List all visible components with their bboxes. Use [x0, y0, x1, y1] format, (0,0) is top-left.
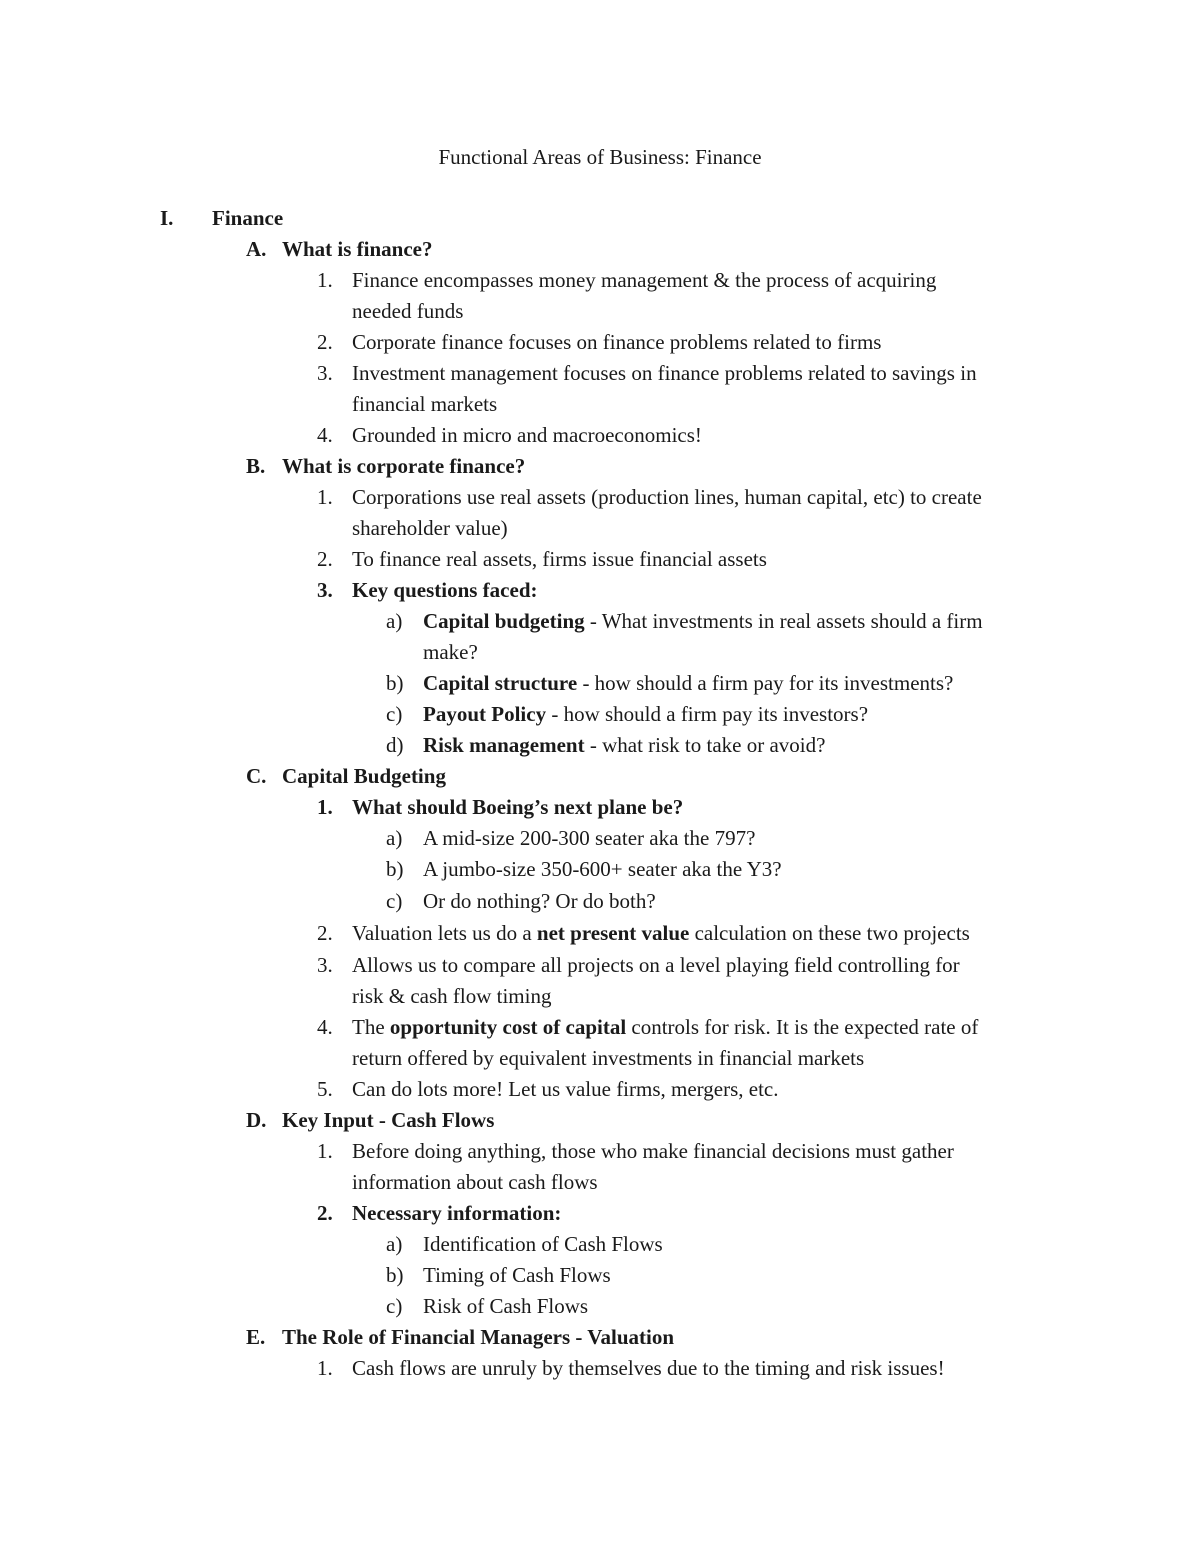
list-item-text: controls for risk. It is the expected rate of — [626, 1015, 979, 1039]
sublist-marker: c) — [386, 702, 403, 726]
list-item-text: Can do lots more! Let us value firms, mergers, etc. — [352, 1077, 779, 1101]
list-item-text: Before doing anything, those who make financial decisions must gather — [352, 1139, 954, 1163]
list-marker: 2. — [317, 921, 333, 945]
list-item-text: The — [352, 1015, 390, 1039]
sublist-marker: d) — [386, 733, 404, 757]
term-capital-structure: Capital structure — [423, 671, 578, 695]
sublist-item — [423, 730, 825, 761]
list-marker: 4. — [317, 1015, 333, 1039]
list-item-text: Corporations use real assets (production lines, human capital, etc) to create — [352, 485, 982, 509]
sublist-item-text: Timing of Cash Flows — [423, 1263, 611, 1287]
sublist-marker: a) — [386, 826, 403, 850]
list-marker: 3. — [317, 953, 333, 977]
list-item-text-continued: financial markets — [352, 392, 498, 416]
sublist-marker: c) — [386, 889, 403, 913]
list-item-heading-boeing: What should Boeing’s next plane be? — [352, 795, 684, 819]
term-opportunity-cost: opportunity cost of capital — [389, 1015, 627, 1039]
sublist-item-text-continued: make? — [423, 640, 478, 664]
list-marker: 3. — [317, 361, 333, 385]
list-marker: 2. — [317, 1201, 333, 1225]
section-heading-finance: Finance — [212, 206, 284, 230]
list-marker: 1. — [317, 795, 333, 819]
sublist-item-text: Risk of Cash Flows — [423, 1294, 589, 1318]
sublist-item-text: A jumbo-size 350-600+ seater aka the Y3? — [423, 857, 782, 881]
subsection-marker-D: D. — [246, 1108, 267, 1132]
sublist-marker: b) — [386, 671, 404, 695]
list-item-text: Corporate finance focuses on finance problems related to firms — [352, 330, 882, 354]
list-marker: 4. — [317, 423, 333, 447]
sublist-marker: a) — [386, 609, 403, 633]
sublist-item — [423, 668, 953, 699]
subsection-heading-key-input: Key Input - Cash Flows — [282, 1108, 495, 1132]
list-item-text: Cash flows are unruly by themselves due to the timing and risk issues! — [352, 1356, 945, 1380]
sublist-item-text: Identification of Cash Flows — [423, 1232, 663, 1256]
list-item-text: Allows us to compare all projects on a level playing field controlling for — [352, 953, 960, 977]
sublist-item — [423, 606, 983, 637]
list-marker: 5. — [317, 1077, 333, 1101]
list-item-text-continued: shareholder value) — [352, 516, 508, 540]
document-title: Functional Areas of Business: Finance — [438, 145, 762, 169]
list-item-heading-necessary-info: Necessary information: — [352, 1201, 562, 1225]
list-item-text: Valuation lets us do a — [352, 921, 537, 945]
subsection-marker-B: B. — [246, 454, 266, 478]
list-marker: 2. — [317, 330, 333, 354]
sublist-item-text: - how should a firm pay for its investments? — [577, 671, 954, 695]
list-item-text-continued: needed funds — [352, 299, 464, 323]
list-item-text: Finance encompasses money management & the process of acquiring — [352, 268, 937, 292]
section-marker-I: I. — [160, 206, 174, 230]
list-item — [352, 1012, 978, 1043]
list-item-text: Investment management focuses on finance problems related to savings in — [352, 361, 977, 385]
subsection-heading-capital-budgeting: Capital Budgeting — [282, 764, 446, 788]
sublist-item-text: A mid-size 200-300 seater aka the 797? — [423, 826, 756, 850]
subsection-marker-A: A. — [246, 237, 267, 261]
list-item-text-continued: return offered by equivalent investments in financial markets — [352, 1046, 865, 1070]
sublist-item — [423, 699, 868, 730]
list-item-heading-key-questions: Key questions faced: — [352, 578, 538, 602]
list-marker: 3. — [317, 578, 333, 602]
list-item-text-continued: risk & cash flow timing — [352, 984, 552, 1008]
sublist-marker: b) — [386, 1263, 404, 1287]
list-marker: 1. — [317, 485, 333, 509]
term-payout-policy: Payout Policy — [423, 702, 547, 726]
term-net-present-value: net present value — [536, 921, 690, 945]
list-marker: 2. — [317, 547, 333, 571]
subsection-heading-role-of-managers: The Role of Financial Managers - Valuation — [282, 1325, 675, 1349]
sublist-item-text: - What investments in real assets should a firm — [584, 609, 983, 633]
term-risk-management: Risk management — [423, 733, 585, 757]
list-item-text: Grounded in micro and macroeconomics! — [352, 423, 702, 447]
list-marker: 1. — [317, 1356, 333, 1380]
list-marker: 1. — [317, 1139, 333, 1163]
list-marker: 1. — [317, 268, 333, 292]
sublist-item-text: Or do nothing? Or do both? — [423, 889, 656, 913]
subsection-marker-E: E. — [246, 1325, 266, 1349]
term-capital-budgeting: Capital budgeting — [423, 609, 585, 633]
list-item-text: To finance real assets, firms issue financial assets — [352, 547, 767, 571]
list-item-text-continued: information about cash flows — [352, 1170, 598, 1194]
subsection-heading-corporate-finance: What is corporate finance? — [282, 454, 526, 478]
sublist-item-text: - how should a firm pay its investors? — [546, 702, 869, 726]
sublist-item-text: - what risk to take or avoid? — [584, 733, 826, 757]
subsection-heading-what-is-finance: What is finance? — [282, 237, 433, 261]
sublist-marker: c) — [386, 1294, 403, 1318]
subsection-marker-C: C. — [246, 764, 267, 788]
list-item-text: calculation on these two projects — [689, 921, 970, 945]
sublist-marker: a) — [386, 1232, 403, 1256]
list-item — [352, 918, 970, 949]
sublist-marker: b) — [386, 857, 404, 881]
